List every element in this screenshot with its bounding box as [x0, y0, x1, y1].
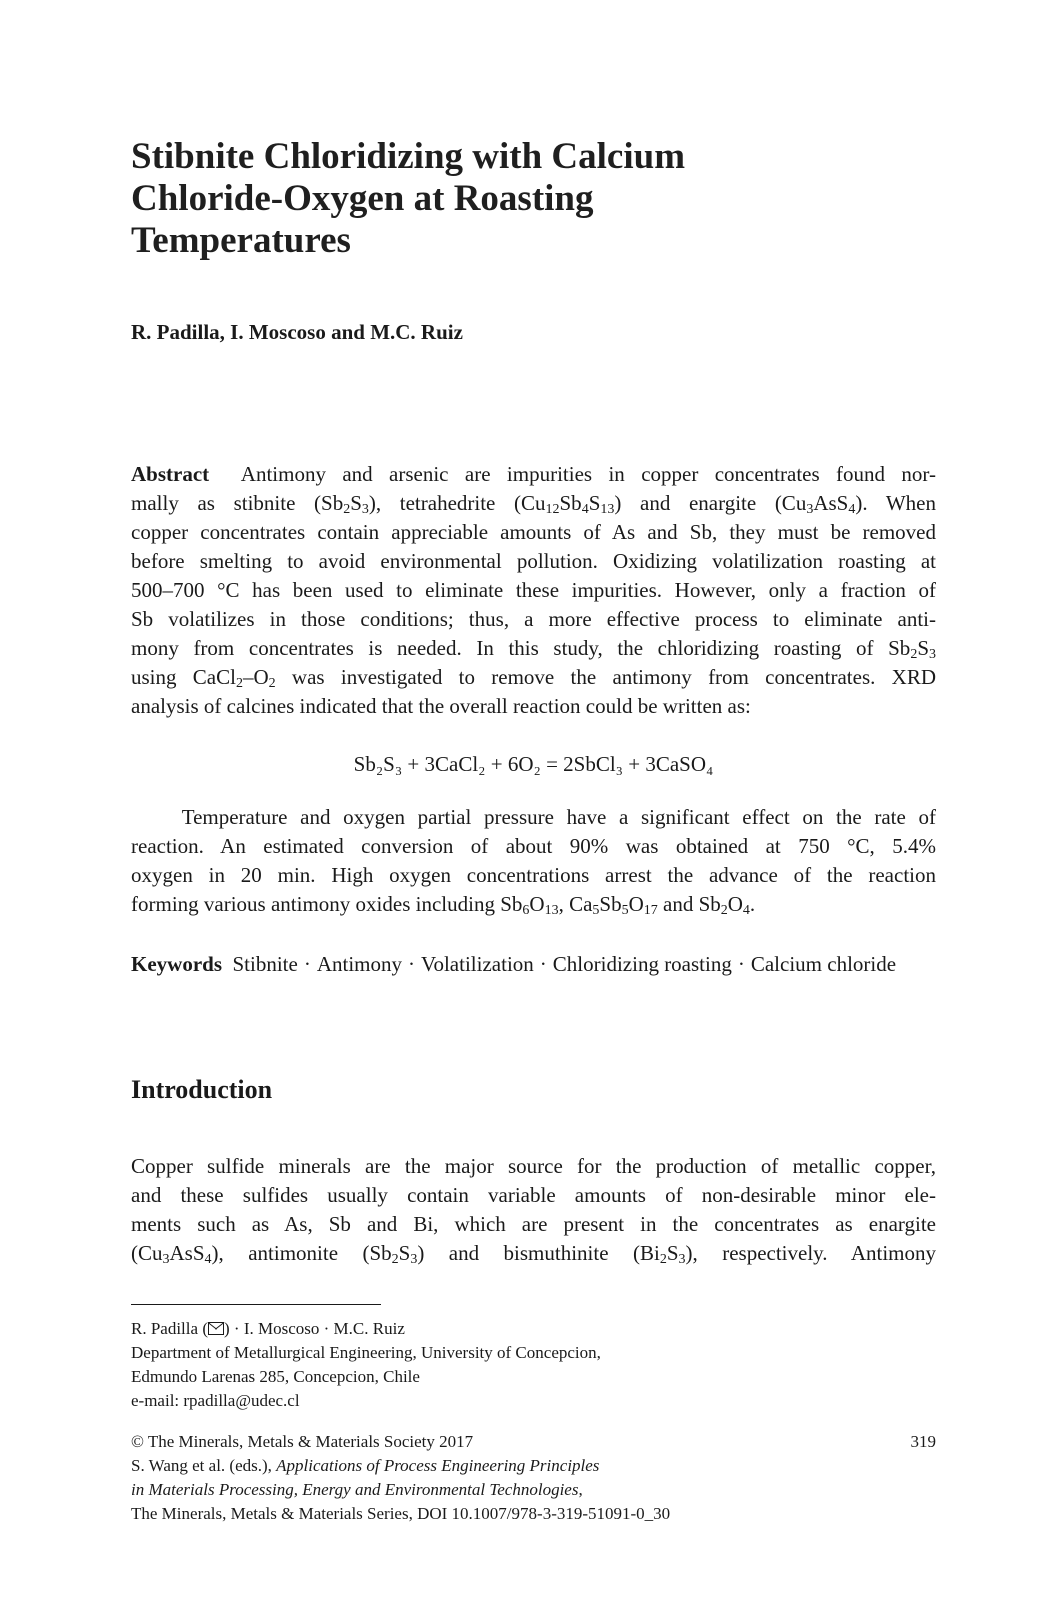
separator-dot: · — [408, 952, 416, 976]
text-line: analysis of calcines indicated that the overall reaction could be written as: — [131, 694, 751, 718]
keyword: Volatilization — [421, 952, 534, 976]
book-title: Applications of Process Engineering Principles — [276, 1456, 600, 1475]
text-line — [131, 950, 936, 979]
department: Department of Metallurgical Engineering, University of Concepcion, — [131, 1343, 601, 1362]
text-line: before smelting to avoid environmental pollution. Oxidizing volatilization roasting at — [131, 549, 936, 573]
text-line: mally as stibnite $(Sb_2S_3)$, tetrahedrite $(Cu_{12}Sb_4S_{13})$ and enargite $(Cu_3AsS_4)$. When — [131, 491, 936, 517]
reaction-equation: Sb₂S₃ + 3CaCl₂ + 6O₂ = 2SbCl₃ + 3CaSO₄ — [353, 752, 714, 776]
text-line: Temperature and oxygen partial pressure have a significant effect on the rate of — [131, 805, 936, 829]
text-line: Copper sulfide minerals are the major source for the production of metallic copper, — [131, 1154, 936, 1178]
citation-line: in Materials Processing, Energy and Environmental Technologies, — [131, 1480, 583, 1499]
title-line: Chloride-Oxygen at Roasting — [131, 178, 594, 219]
email: e-mail: rpadilla@udec.cl — [131, 1391, 300, 1410]
text-line: 500–700 °C has been used to eliminate these impurities. However, only a fraction of — [131, 578, 936, 602]
abstract-paragraph-2 — [131, 803, 936, 919]
text-line: copper concentrates contain appreciable amounts of As and Sb, they must be removed — [131, 520, 936, 544]
footnote-divider — [131, 1304, 381, 1305]
keyword: Calcium chloride — [750, 952, 897, 976]
series-line: The Minerals, Metals & Materials Series, DOI 10.1007/978-3-319-51091-0_30 — [131, 1504, 671, 1523]
text-line: forming various antimony oxides including $Sb_6O_{13}$, $Ca_5Sb_5O_{17}$ and $Sb_2O_4$. — [131, 892, 756, 918]
paper-title — [131, 136, 891, 262]
copyright-line: © The Minerals, Metals & Materials Society 2017 — [131, 1432, 474, 1451]
text-line: Sb volatilizes in those conditions; thus, a more effective process to eliminate anti- — [131, 607, 936, 631]
separator-dot: · — [303, 952, 311, 976]
author-list: R. Padilla, I. Moscoso and M.C. Ruiz — [131, 320, 463, 344]
text-line: mony from concentrates is needed. In this study, the chloridizing roasting of $Sb_2S_3$ — [131, 636, 936, 662]
introduction-paragraph — [131, 1152, 936, 1268]
footnote-author: I. Moscoso — [243, 1319, 320, 1338]
abstract-paragraph — [131, 460, 936, 721]
separator-dot: · — [737, 952, 745, 976]
page-number: 319 — [910, 1432, 936, 1451]
separator-dot: · — [539, 952, 547, 976]
text-line: Abstract Antimony and arsenic are impurities in copper concentrates found nor- — [131, 462, 936, 486]
editors: S. Wang et al. (eds.), — [131, 1456, 272, 1475]
keyword: Stibnite — [232, 952, 298, 976]
envelope-icon — [208, 1322, 224, 1335]
footnote-author: M.C. Ruiz — [333, 1319, 405, 1338]
text-line: $(Cu_3AsS_4)$, antimonite $(Sb_2S_3)$ and bismuthinite $(Bi_2S_3)$, respectively. Antimony — [131, 1241, 936, 1267]
text-line: and these sulfides usually contain variable amounts of non-desirable minor ele- — [131, 1183, 936, 1207]
title-line: Temperatures — [131, 220, 351, 261]
citation-line — [131, 1454, 670, 1478]
text-line: ments such as As, Sb and Bi, which are present in the concentrates as enargite — [131, 1212, 936, 1236]
address: Edmundo Larenas 285, Concepcion, Chile — [131, 1367, 420, 1386]
book-title: in Materials Processing, Energy and Environmental Technologies — [131, 1480, 579, 1499]
text-line: oxygen in 20 min. High oxygen concentrations arrest the advance of the reaction — [131, 863, 936, 887]
keyword: Chloridizing roasting — [552, 952, 732, 976]
text-line: reaction. An estimated conversion of about 90% was obtained at 750 °C, 5.4% — [131, 834, 936, 858]
title-line: Stibnite Chloridizing with Calcium — [131, 136, 686, 177]
abstract-label: Abstract — [131, 462, 210, 486]
keywords-label: Keywords — [131, 952, 222, 976]
copyright-block — [131, 1430, 670, 1526]
keywords — [131, 950, 936, 979]
footnote-authors: R. Padilla ( ) · I. Moscoso · M.C. Ruiz — [131, 1319, 405, 1338]
text-line: using $CaCl_2-O_2$ was investigated to remove the antimony from concentrates. XRD — [131, 665, 936, 691]
keyword: Antimony — [316, 952, 403, 976]
footnote-author: R. Padilla — [131, 1319, 199, 1338]
section-heading: Introduction — [131, 1075, 273, 1104]
author-affiliation-footnote — [131, 1317, 601, 1413]
